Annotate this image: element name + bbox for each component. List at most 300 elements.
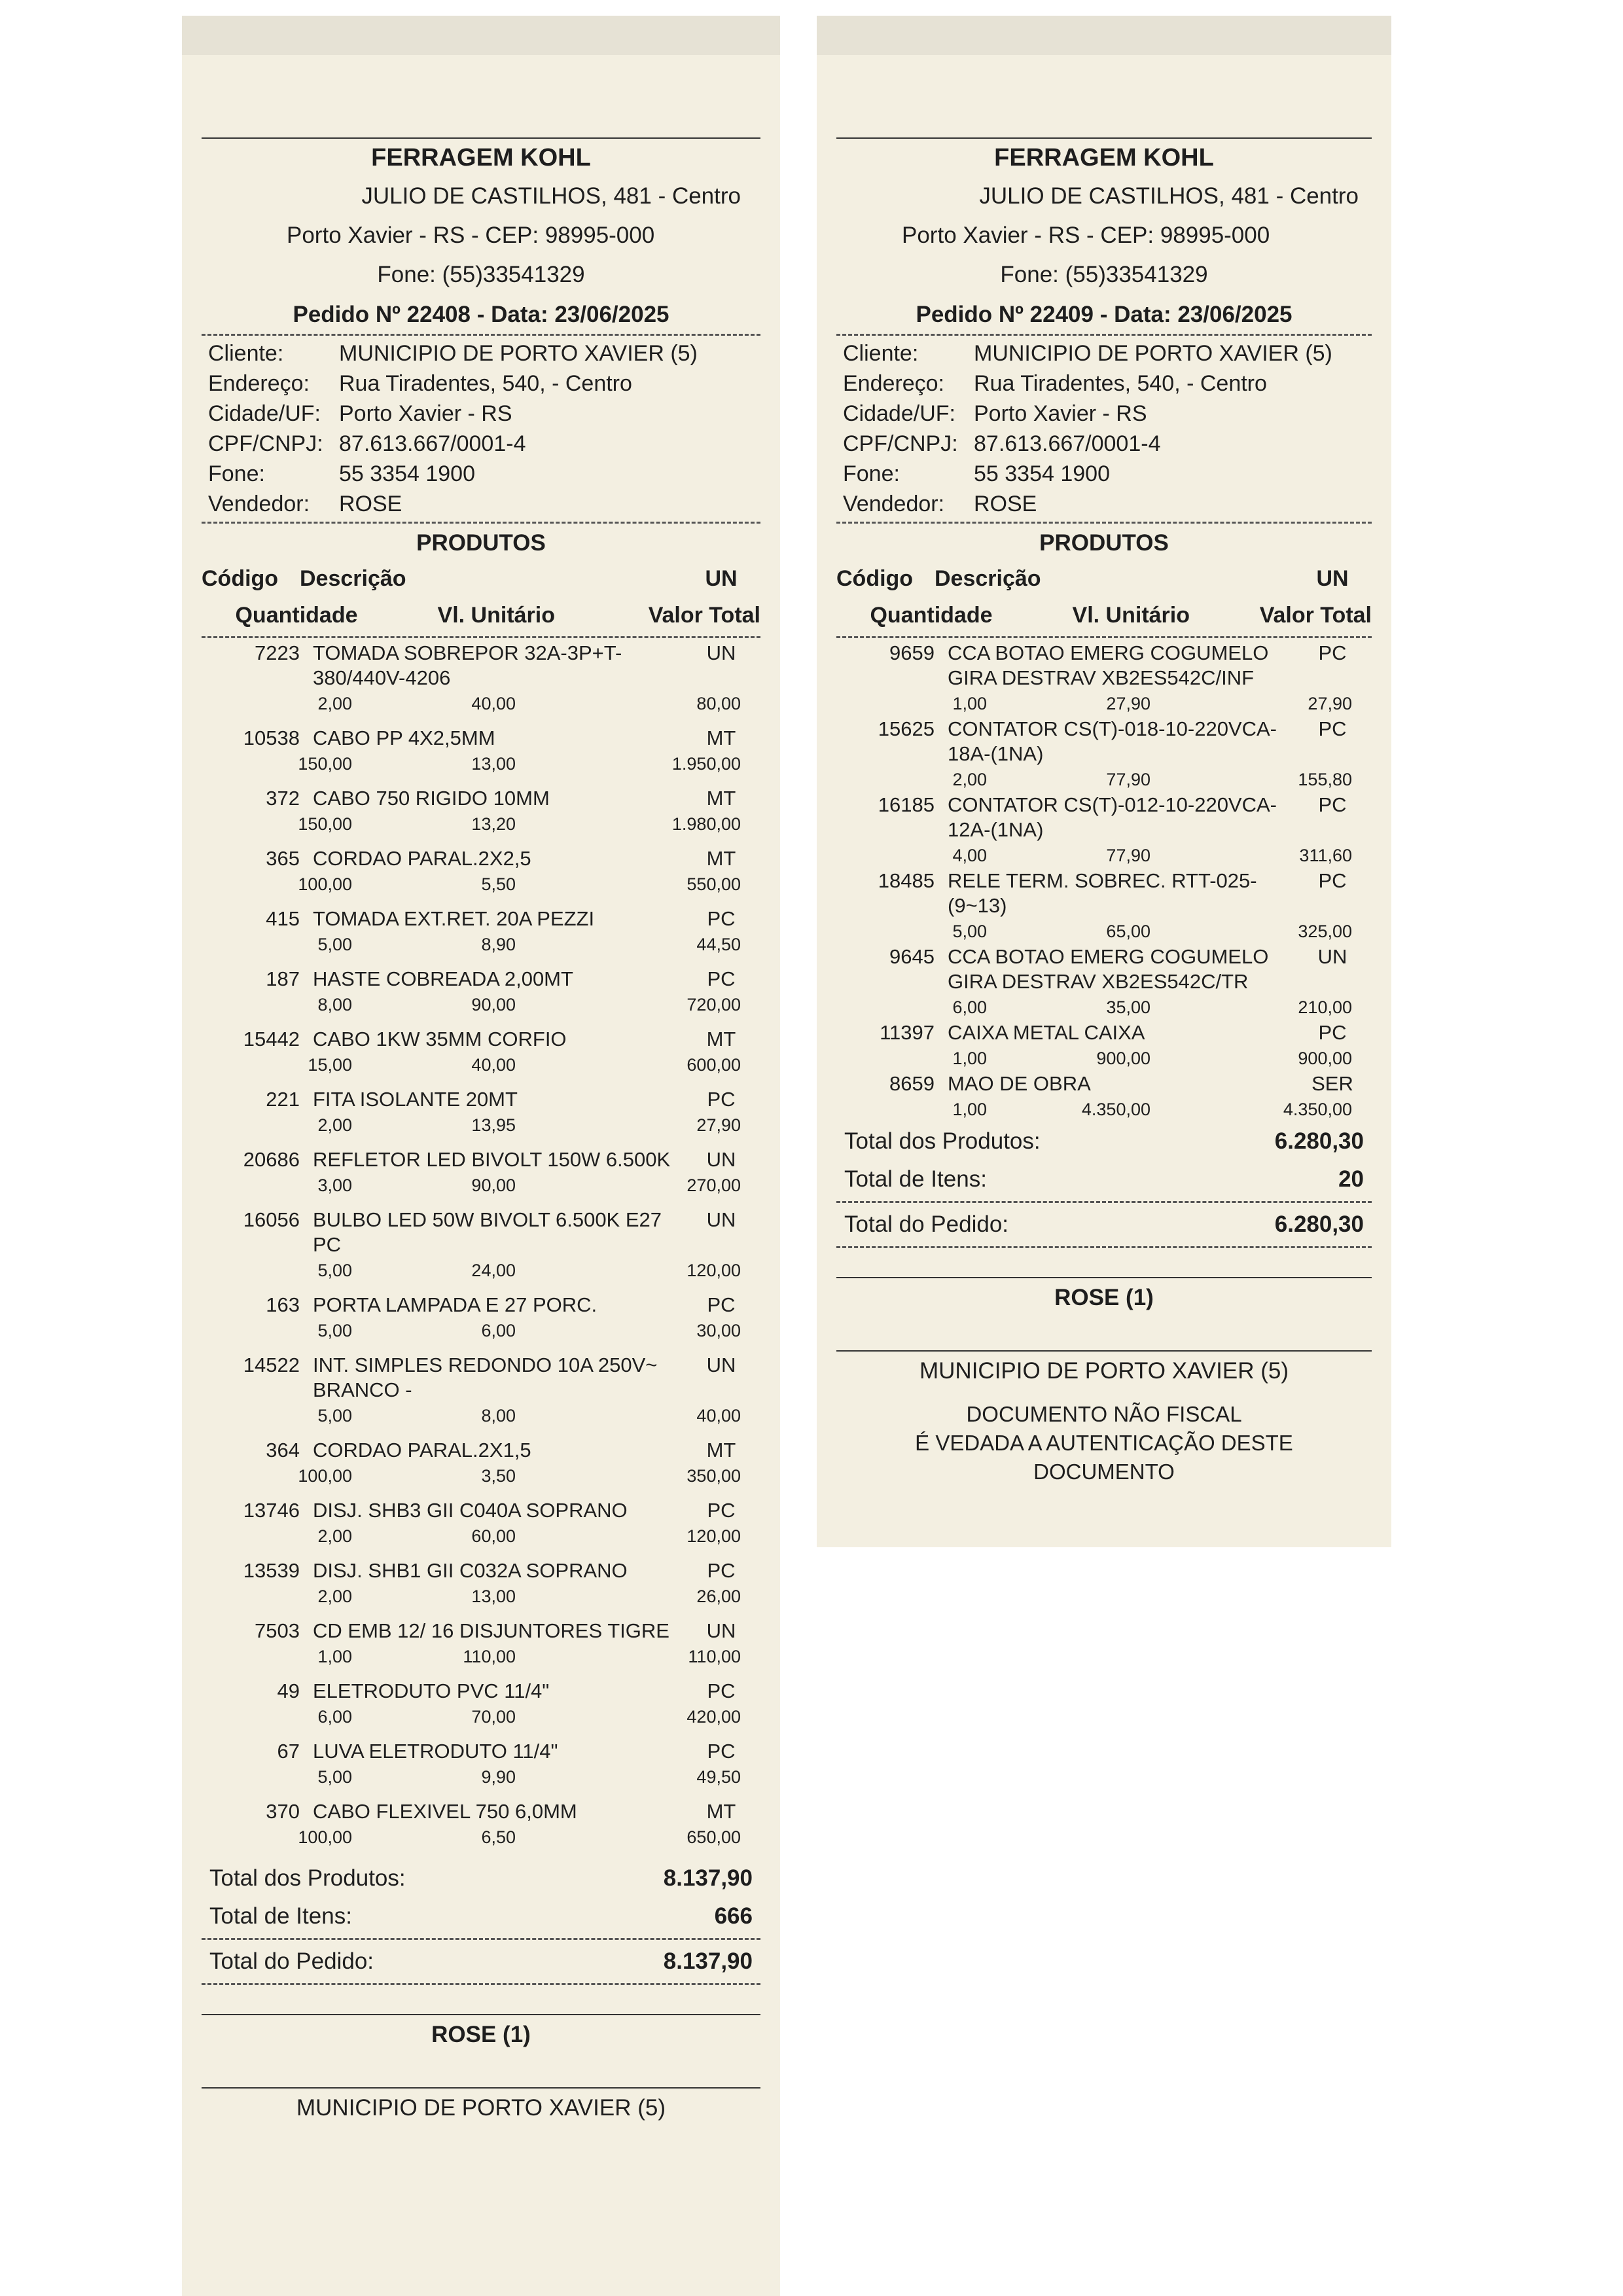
line-item-values <box>202 931 760 958</box>
item-unit-type: MT <box>706 847 736 870</box>
item-total: 650,00 <box>687 1827 741 1847</box>
item-total: 311,60 <box>1299 846 1352 865</box>
item-total: 27,90 <box>1308 694 1352 713</box>
item-description: CCA BOTAO EMERG COGUMELO GIRA DESTRAV XB2ES542C/INF <box>948 641 1269 689</box>
item-quantity: 5,00 <box>952 922 987 941</box>
item-quantity: 1,00 <box>952 1100 987 1119</box>
item-unit-price: 13,20 <box>471 814 516 834</box>
item-quantity: 5,00 <box>317 935 352 954</box>
item-description: CABO 750 RIGIDO 10MM <box>313 787 550 810</box>
total-pedido-label: Total do Pedido: <box>844 1211 1009 1237</box>
item-code: 8659 <box>889 1072 935 1095</box>
item-unit-price: 900,00 <box>1096 1049 1150 1068</box>
item-code: 18485 <box>878 869 935 892</box>
paper-shadow <box>817 16 1391 55</box>
item-quantity: 4,00 <box>952 846 987 865</box>
client-cnpj: 87.613.667/0001-4 <box>339 431 526 456</box>
item-quantity: 2,00 <box>317 694 352 713</box>
item-code: 9645 <box>889 945 935 968</box>
item-description: PORTA LAMPADA E 27 PORC. <box>313 1293 597 1316</box>
line-item-values <box>202 1112 760 1138</box>
item-unit-type: UN <box>1317 945 1347 968</box>
top-divider <box>836 137 1372 139</box>
item-code: 10538 <box>243 726 300 749</box>
item-total: 270,00 <box>687 1175 741 1195</box>
line-item-main <box>202 1558 760 1583</box>
client-cnpj: 87.613.667/0001-4 <box>974 431 1161 456</box>
item-description: FITA ISOLANTE 20MT <box>313 1088 518 1111</box>
line-item-values <box>202 1052 760 1078</box>
item-unit-price: 77,90 <box>1106 846 1150 865</box>
divider <box>202 522 760 524</box>
item-unit-type: PC <box>707 1740 736 1763</box>
item-code: 370 <box>266 1800 300 1823</box>
item-description: INT. SIMPLES REDONDO 10A 250V~ BRANCO - <box>313 1354 658 1401</box>
item-total: 26,00 <box>696 1587 741 1606</box>
item-unit-type: MT <box>706 1028 736 1050</box>
divider <box>202 636 760 638</box>
item-code: 49 <box>277 1679 300 1702</box>
line-item-values <box>836 994 1372 1020</box>
line-item-values <box>202 1172 760 1198</box>
item-unit-price: 65,00 <box>1106 922 1150 941</box>
cnpj-label: CPF/CNPJ: <box>843 431 958 456</box>
item-quantity: 5,00 <box>317 1767 352 1787</box>
divider <box>202 1983 760 1985</box>
line-item-main <box>202 1027 760 1052</box>
line-item-values <box>202 1643 760 1670</box>
item-unit-price: 90,00 <box>471 1175 516 1195</box>
item-quantity: 3,00 <box>317 1175 352 1195</box>
client-footer: MUNICIPIO DE PORTO XAVIER (5) <box>919 1358 1289 1384</box>
col-un: UN <box>705 566 738 591</box>
item-unit-price: 40,00 <box>471 694 516 713</box>
total-produtos-row <box>202 1859 760 1897</box>
line-item-values <box>202 992 760 1018</box>
total-itens-value: 666 <box>714 1903 753 1929</box>
line-item <box>202 1353 760 1429</box>
line-item <box>202 846 760 897</box>
store-city: Porto Xavier - RS - CEP: 98995-000 <box>287 223 655 248</box>
item-unit-type: PC <box>707 907 736 930</box>
item-unit-type: PC <box>707 1679 736 1702</box>
line-item-values <box>202 691 760 717</box>
item-unit-type: MT <box>706 1800 736 1823</box>
cnpj-row <box>202 429 760 459</box>
line-item <box>202 1619 760 1670</box>
line-item-main <box>836 717 1372 766</box>
item-description: MAO DE OBRA <box>948 1072 1091 1095</box>
client-phone: 55 3354 1900 <box>974 461 1110 486</box>
item-quantity: 8,00 <box>317 995 352 1014</box>
item-unit-price: 40,00 <box>471 1055 516 1075</box>
receipt-content <box>202 137 760 2128</box>
item-total: 110,00 <box>688 1647 741 1666</box>
item-unit-price: 70,00 <box>471 1707 516 1727</box>
store-city: Porto Xavier - RS - CEP: 98995-000 <box>902 223 1270 248</box>
note-line-3: DOCUMENTO <box>1033 1460 1175 1484</box>
item-quantity: 6,00 <box>317 1707 352 1727</box>
seller-footer: ROSE (1) <box>431 2022 531 2047</box>
seller-row <box>836 489 1372 519</box>
item-unit-type: PC <box>1318 641 1347 664</box>
item-code: 67 <box>277 1740 300 1763</box>
line-item-main <box>202 1087 760 1112</box>
column-header-2 <box>202 597 760 634</box>
item-total: 44,50 <box>696 935 741 954</box>
line-item-main <box>202 1619 760 1643</box>
item-unit-price: 13,00 <box>471 1587 516 1606</box>
line-item-values <box>836 1045 1372 1071</box>
item-unit-type: UN <box>706 1619 736 1642</box>
item-description: CABO FLEXIVEL 750 6,0MM <box>313 1800 577 1823</box>
item-description: HASTE COBREADA 2,00MT <box>313 967 573 990</box>
seller-row <box>202 489 760 519</box>
line-item-values <box>202 1463 760 1489</box>
item-total: 550,00 <box>687 874 741 894</box>
store-name: FERRAGEM KOHL <box>994 144 1214 171</box>
item-total: 80,00 <box>696 694 741 713</box>
item-quantity: 5,00 <box>317 1321 352 1340</box>
item-unit-type: UN <box>706 1148 736 1171</box>
item-code: 7223 <box>255 641 300 664</box>
products-heading: PRODUTOS <box>416 530 546 556</box>
line-item-values <box>836 1096 1372 1122</box>
address-row <box>836 368 1372 399</box>
line-item-values <box>202 1403 760 1429</box>
item-total: 40,00 <box>696 1406 741 1426</box>
item-unit-price: 110,00 <box>463 1647 516 1666</box>
line-item-values <box>202 1824 760 1850</box>
total-pedido-value: 6.280,30 <box>1274 1211 1364 1237</box>
store-address: JULIO DE CASTILHOS, 481 - Centro <box>361 183 741 209</box>
phone-label: Fone: <box>843 461 900 486</box>
line-item-main <box>202 786 760 811</box>
line-item <box>836 1020 1372 1071</box>
item-description: TOMADA EXT.RET. 20A PEZZI <box>313 907 595 930</box>
item-code: 187 <box>266 967 300 990</box>
item-total: 600,00 <box>687 1055 741 1075</box>
line-item <box>836 793 1372 869</box>
line-item-main <box>202 1438 760 1463</box>
line-item <box>202 1087 760 1138</box>
total-pedido-value: 8.137,90 <box>663 1948 753 1974</box>
city-row <box>836 399 1372 429</box>
total-produtos-value: 8.137,90 <box>663 1865 753 1891</box>
receipt-content <box>836 137 1372 1486</box>
line-item <box>836 717 1372 793</box>
item-description: ELETRODUTO PVC 11/4" <box>313 1679 550 1702</box>
line-item <box>202 967 760 1018</box>
line-item-main <box>202 906 760 931</box>
item-unit-type: PC <box>707 1088 736 1111</box>
client-address: Rua Tiradentes, 540, - Centro <box>339 371 632 396</box>
col-descricao: Descrição <box>935 566 1041 591</box>
col-codigo: Código <box>202 566 279 591</box>
address-label: Endereço: <box>208 371 310 396</box>
item-unit-price: 13,95 <box>471 1115 516 1135</box>
line-item-main <box>202 1679 760 1704</box>
col-quantidade: Quantidade <box>870 603 993 628</box>
item-total: 325,00 <box>1298 922 1352 941</box>
client-label: Cliente: <box>208 341 284 366</box>
line-item <box>202 1208 760 1283</box>
line-item-values <box>836 766 1372 793</box>
city-row <box>202 399 760 429</box>
total-pedido-row <box>202 1943 760 1981</box>
seller-name: ROSE <box>339 492 402 516</box>
column-header-1 <box>202 560 760 597</box>
total-pedido-row <box>836 1206 1372 1244</box>
item-unit-type: UN <box>706 641 736 664</box>
line-item <box>202 1799 760 1850</box>
item-code: 20686 <box>243 1148 300 1171</box>
item-code: 15625 <box>878 717 935 740</box>
line-item <box>202 1558 760 1609</box>
line-item-main <box>202 1498 760 1523</box>
item-quantity: 2,00 <box>317 1115 352 1135</box>
item-quantity: 5,00 <box>317 1261 352 1280</box>
line-item <box>202 1498 760 1549</box>
item-unit-type: MT <box>706 726 736 749</box>
item-description: CONTATOR CS(T)-012-10-220VCA-12A-(1NA) <box>948 793 1277 841</box>
item-quantity: 1,00 <box>952 1049 987 1068</box>
item-description: CORDAO PARAL.2X2,5 <box>313 847 531 870</box>
item-unit-price: 24,00 <box>471 1261 516 1280</box>
total-produtos-value: 6.280,30 <box>1274 1128 1364 1154</box>
item-total: 49,50 <box>696 1767 741 1787</box>
item-unit-type: PC <box>707 1499 736 1522</box>
item-total: 1.980,00 <box>671 814 741 834</box>
item-unit-type: PC <box>707 1293 736 1316</box>
item-unit-price: 77,90 <box>1106 770 1150 789</box>
receipt-order-22409 <box>817 16 1391 1547</box>
cnpj-row <box>836 429 1372 459</box>
store-address: JULIO DE CASTILHOS, 481 - Centro <box>979 183 1359 209</box>
item-total: 4.350,00 <box>1283 1100 1352 1119</box>
line-item-main <box>202 1293 760 1318</box>
products-heading: PRODUTOS <box>1039 530 1169 556</box>
line-item <box>202 726 760 777</box>
item-unit-price: 35,00 <box>1106 997 1150 1017</box>
item-code: 365 <box>266 847 300 870</box>
line-item-values <box>202 1764 760 1790</box>
item-code: 16185 <box>878 793 935 816</box>
item-quantity: 2,00 <box>952 770 987 789</box>
item-code: 16056 <box>243 1208 300 1231</box>
item-description: CORDAO PARAL.2X1,5 <box>313 1439 531 1462</box>
item-code: 415 <box>266 907 300 930</box>
city-label: Cidade/UF: <box>843 401 955 426</box>
line-item-values <box>202 871 760 897</box>
item-unit-type: PC <box>1318 1021 1347 1044</box>
item-description: TOMADA SOBREPOR 32A-3P+T-380/440V-4206 <box>313 641 622 689</box>
item-quantity: 150,00 <box>298 814 352 834</box>
line-item <box>836 1071 1372 1122</box>
item-description: CAIXA METAL CAIXA <box>948 1021 1145 1044</box>
total-itens-label: Total de Itens: <box>209 1903 352 1929</box>
phone-row <box>202 459 760 489</box>
divider <box>202 1938 760 1940</box>
item-quantity: 5,00 <box>317 1406 352 1426</box>
address-label: Endereço: <box>843 371 944 396</box>
line-item-main <box>836 793 1372 842</box>
item-code: 9659 <box>889 641 935 664</box>
item-description: DISJ. SHB3 GII C040A SOPRANO <box>313 1499 628 1522</box>
line-item-values <box>202 1523 760 1549</box>
line-item-values <box>202 1257 760 1283</box>
item-unit-type: PC <box>707 967 736 990</box>
item-quantity: 6,00 <box>952 997 987 1017</box>
item-quantity: 15,00 <box>308 1055 352 1075</box>
item-unit-price: 8,00 <box>481 1406 516 1426</box>
item-total: 155,80 <box>1298 770 1352 789</box>
item-quantity: 1,00 <box>317 1647 352 1666</box>
line-item-main <box>836 869 1372 918</box>
item-code: 163 <box>266 1293 300 1316</box>
line-item-values <box>202 811 760 837</box>
divider <box>836 334 1372 336</box>
line-item-main <box>836 1071 1372 1096</box>
col-codigo: Código <box>836 566 914 591</box>
item-total: 1.950,00 <box>671 754 741 774</box>
item-description: CABO PP 4X2,5MM <box>313 726 495 749</box>
line-item-values <box>202 1704 760 1730</box>
item-quantity: 1,00 <box>952 694 987 713</box>
item-description: CD EMB 12/ 16 DISJUNTORES TIGRE <box>313 1619 669 1642</box>
client-address: Rua Tiradentes, 540, - Centro <box>974 371 1267 396</box>
line-item <box>202 786 760 837</box>
client-name: MUNICIPIO DE PORTO XAVIER (5) <box>974 341 1332 366</box>
line-item <box>836 641 1372 717</box>
client-phone: 55 3354 1900 <box>339 461 475 486</box>
line-item <box>836 869 1372 944</box>
seller-label: Vendedor: <box>843 492 945 516</box>
client-label: Cliente: <box>843 341 919 366</box>
col-vl-unitario: Vl. Unitário <box>1072 603 1190 628</box>
item-unit-price: 4.350,00 <box>1081 1100 1150 1119</box>
line-item <box>202 1739 760 1790</box>
line-item-main <box>202 641 760 691</box>
line-item-values <box>202 1583 760 1609</box>
item-total: 120,00 <box>687 1526 741 1546</box>
item-unit-type: MT <box>706 1439 736 1462</box>
line-item-main <box>202 1208 760 1257</box>
item-total: 350,00 <box>687 1466 741 1486</box>
item-total: 30,00 <box>696 1321 741 1340</box>
item-unit-price: 3,50 <box>481 1466 516 1486</box>
item-unit-type: PC <box>707 1559 736 1582</box>
line-item-main <box>836 1020 1372 1045</box>
total-produtos-label: Total dos Produtos: <box>209 1865 406 1891</box>
line-item <box>202 1027 760 1078</box>
seller-name: ROSE <box>974 492 1037 516</box>
receipt-order-22408 <box>182 16 780 2296</box>
divider <box>836 522 1372 524</box>
total-itens-row <box>202 1897 760 1935</box>
top-divider <box>202 137 760 139</box>
item-quantity: 2,00 <box>317 1587 352 1606</box>
item-code: 15442 <box>243 1028 300 1050</box>
item-unit-price: 13,00 <box>471 754 516 774</box>
client-row <box>836 338 1372 368</box>
client-footer: MUNICIPIO DE PORTO XAVIER (5) <box>296 2095 666 2121</box>
client-row <box>202 338 760 368</box>
item-unit-price: 27,90 <box>1106 694 1150 713</box>
item-total: 120,00 <box>687 1261 741 1280</box>
item-description: CCA BOTAO EMERG COGUMELO GIRA DESTRAV XB2ES542C/TR <box>948 945 1269 993</box>
note-line-1: DOCUMENTO NÃO FISCAL <box>966 1402 1242 1426</box>
total-pedido-label: Total do Pedido: <box>209 1948 374 1974</box>
totals-block <box>836 1122 1372 1248</box>
store-phone: Fone: (55)33541329 <box>377 262 585 287</box>
item-unit-type: UN <box>706 1354 736 1376</box>
item-description: RELE TERM. SOBREC. RTT-025-(9~13) <box>948 869 1257 917</box>
item-total: 27,90 <box>696 1115 741 1135</box>
item-total: 720,00 <box>687 995 741 1014</box>
total-itens-value: 20 <box>1338 1166 1364 1192</box>
item-code: 372 <box>266 787 300 810</box>
item-description: CABO 1KW 35MM CORFIO <box>313 1028 567 1050</box>
store-phone: Fone: (55)33541329 <box>1000 262 1208 287</box>
seller-label: Vendedor: <box>208 492 310 516</box>
total-produtos-label: Total dos Produtos: <box>844 1128 1041 1154</box>
phone-label: Fone: <box>208 461 265 486</box>
item-unit-price: 90,00 <box>471 995 516 1014</box>
totals-block <box>202 1859 760 1985</box>
line-item-main <box>202 846 760 871</box>
line-item <box>202 1147 760 1198</box>
address-row <box>202 368 760 399</box>
item-code: 13539 <box>243 1559 300 1582</box>
item-description: BULBO LED 50W BIVOLT 6.500K E27 PC <box>313 1208 662 1256</box>
item-unit-price: 6,00 <box>481 1321 516 1340</box>
total-itens-label: Total de Itens: <box>844 1166 987 1192</box>
item-quantity: 150,00 <box>298 754 352 774</box>
col-quantidade: Quantidade <box>235 603 358 628</box>
item-quantity: 100,00 <box>298 1827 352 1847</box>
divider <box>202 334 760 336</box>
cnpj-label: CPF/CNPJ: <box>208 431 323 456</box>
item-unit-price: 60,00 <box>471 1526 516 1546</box>
item-unit-type: PC <box>1318 869 1347 892</box>
column-header-2 <box>836 597 1372 634</box>
item-total: 210,00 <box>1298 997 1352 1017</box>
item-unit-type: SER <box>1311 1072 1353 1095</box>
line-item-main <box>202 1353 760 1403</box>
divider <box>836 1246 1372 1248</box>
paper-shadow <box>182 16 780 55</box>
line-item <box>202 641 760 717</box>
client-city: Porto Xavier - RS <box>339 401 512 426</box>
item-unit-type: UN <box>706 1208 736 1231</box>
line-item-main <box>202 967 760 992</box>
line-item <box>836 944 1372 1020</box>
item-code: 13746 <box>243 1499 300 1522</box>
line-item-main <box>202 726 760 751</box>
item-description: REFLETOR LED BIVOLT 150W 6.500K <box>313 1148 671 1171</box>
seller-footer: ROSE (1) <box>1054 1285 1154 1310</box>
line-item-main <box>836 944 1372 994</box>
item-code: 221 <box>266 1088 300 1111</box>
item-unit-type: PC <box>1318 717 1347 740</box>
line-item <box>202 906 760 958</box>
item-code: 364 <box>266 1439 300 1462</box>
item-code: 11397 <box>880 1021 935 1044</box>
col-valor-total: Valor Total <box>648 603 760 628</box>
line-item-main <box>202 1799 760 1824</box>
store-name: FERRAGEM KOHL <box>371 144 591 171</box>
